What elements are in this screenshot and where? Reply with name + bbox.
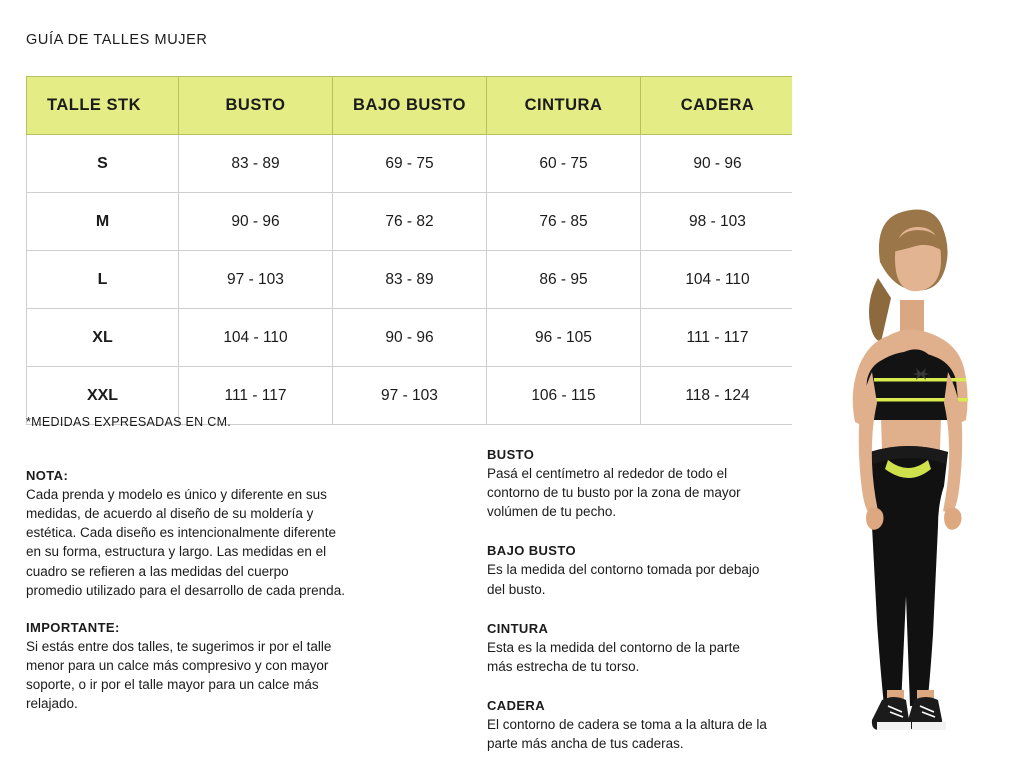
- table-row: [27, 193, 795, 251]
- cell-busto: 97 - 103: [179, 251, 333, 309]
- cell-bajo-busto: 69 - 75: [333, 135, 487, 193]
- note-body: El contorno de cadera se toma a la altura de la parte más ancha de tus caderas.: [487, 717, 767, 752]
- cell-size: XXL: [27, 367, 179, 425]
- note-body: Es la medida del contorno tomada por debajo del busto.: [487, 562, 760, 597]
- cell-bajo-busto: 76 - 82: [333, 193, 487, 251]
- cell-cintura: 86 - 95: [487, 251, 641, 309]
- table-row: [27, 251, 795, 309]
- note-heading: NOTA:: [26, 468, 69, 483]
- column-header-cadera: CADERA: [641, 77, 795, 135]
- cell-bajo-busto: 90 - 96: [333, 309, 487, 367]
- note-heading: CADERA: [487, 698, 546, 714]
- cell-cintura: 96 - 105: [487, 309, 641, 367]
- table-row: [27, 135, 795, 193]
- cell-cintura: 106 - 115: [487, 367, 641, 425]
- cell-busto: 90 - 96: [179, 193, 333, 251]
- note-body: Si estás entre dos talles, te sugerimos ir por el talle menor para un calce más compresivo y con mayor soporte, o ir por el talle mayor para un calce más relajado.: [26, 638, 332, 712]
- cell-busto: 83 - 89: [179, 135, 333, 193]
- note-block-nota: [26, 468, 348, 600]
- note-block-cadera: [487, 698, 767, 753]
- notes-left-column: [26, 468, 348, 714]
- size-table: [26, 76, 795, 425]
- cell-cadera: 98 - 103: [641, 193, 795, 251]
- note-heading: BAJO BUSTO: [487, 543, 576, 559]
- cell-size: S: [27, 135, 179, 193]
- cell-cintura: 60 - 75: [487, 135, 641, 193]
- cell-cadera: 111 - 117: [641, 309, 795, 367]
- cell-cadera: 104 - 110: [641, 251, 795, 309]
- note-block-importante: [26, 620, 348, 714]
- note-body: Cada prenda y modelo es único y diferente en sus medidas, de acuerdo al diseño de su moldería y estética. Cada diseño es intencionalmente diferente en su forma, estructura y largo. Las medidas en el cuadro se refieren a las medidas del cuerpo promedio utilizado para el desarrollo de cada prenda.: [26, 487, 345, 598]
- note-block-busto: [487, 447, 767, 521]
- cell-busto: 111 - 117: [179, 367, 333, 425]
- cell-size: L: [27, 251, 179, 309]
- cell-cintura: 76 - 85: [487, 193, 641, 251]
- cell-bajo-busto: 83 - 89: [333, 251, 487, 309]
- page-title: GUÍA DE TALLES MUJER: [26, 32, 208, 48]
- notes-right-column: [487, 447, 767, 775]
- note-heading: BUSTO: [487, 447, 535, 462]
- column-header-cintura: CINTURA: [487, 77, 641, 135]
- column-header-talle: TALLE STK: [27, 77, 179, 135]
- table-row: [27, 309, 795, 367]
- table-header-row: [27, 77, 795, 135]
- cell-cadera: 90 - 96: [641, 135, 795, 193]
- note-heading: CINTURA: [487, 620, 549, 636]
- column-header-bajo-busto: BAJO BUSTO: [333, 77, 487, 135]
- cell-busto: 104 - 110: [179, 309, 333, 367]
- cell-cadera: 118 - 124: [641, 367, 795, 425]
- cell-bajo-busto: 97 - 103: [333, 367, 487, 425]
- note-block-bajo-busto: [487, 543, 767, 598]
- note-body: Pasá el centímetro al rededor de todo el contorno de tu busto por la zona de mayor volúmen de tu pecho.: [487, 466, 741, 520]
- cell-size: XL: [27, 309, 179, 367]
- note-block-cintura: [487, 621, 767, 676]
- units-note: *MEDIDAS EXPRESADAS EN CM.: [26, 415, 232, 429]
- model-photo: [792, 0, 1024, 772]
- cell-size: M: [27, 193, 179, 251]
- note-heading: IMPORTANTE:: [26, 619, 120, 635]
- column-header-busto: BUSTO: [179, 77, 333, 135]
- note-body: Esta es la medida del contorno de la parte más estrecha de tu torso.: [487, 639, 740, 674]
